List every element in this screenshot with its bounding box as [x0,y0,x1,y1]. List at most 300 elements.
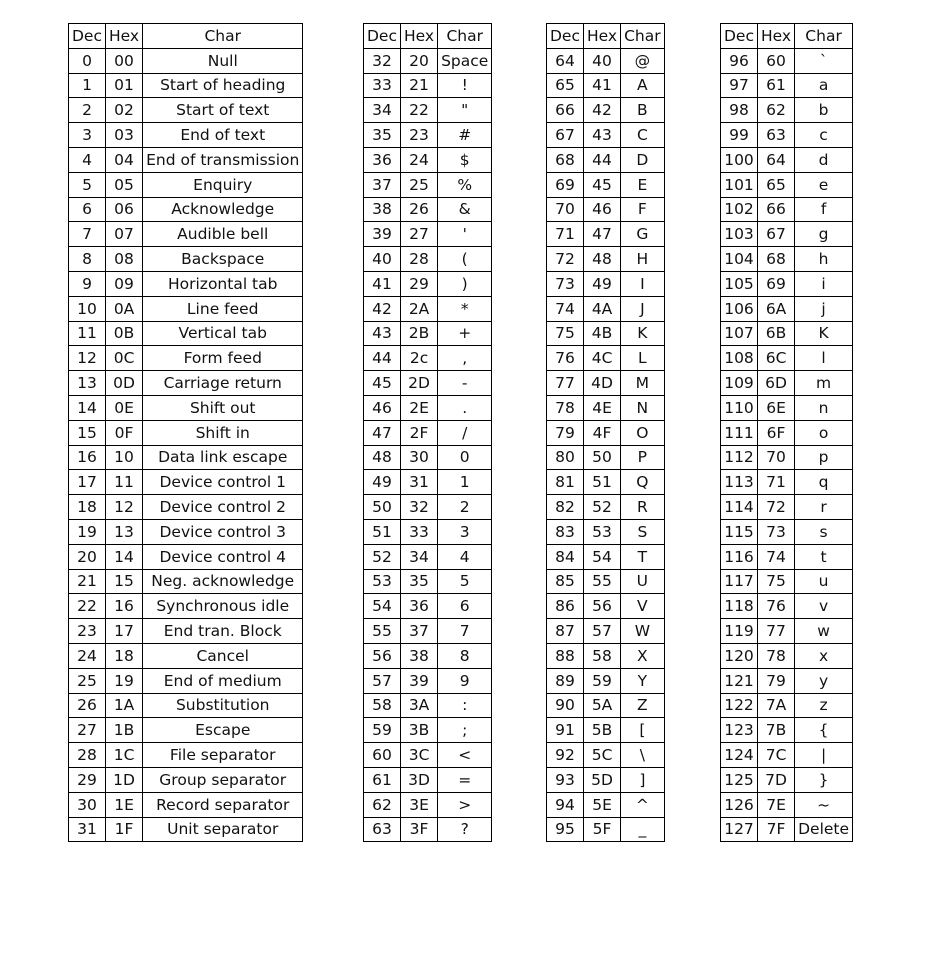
char-cell: G [621,222,665,247]
dec-cell: 13 [69,371,106,396]
hex-cell: 74 [758,544,795,569]
hex-cell: 50 [584,445,621,470]
dec-cell: 90 [547,693,584,718]
char-cell: Carriage return [143,371,303,396]
dec-cell: 73 [547,271,584,296]
hex-cell: 35 [401,569,438,594]
table-row [721,98,853,123]
char-cell: Group separator [143,767,303,792]
table-row [69,123,303,148]
hex-cell: 52 [584,495,621,520]
table-row [547,172,665,197]
table-row [364,718,492,743]
hex-cell: 55 [584,569,621,594]
hex-cell: 62 [758,98,795,123]
char-cell: j [795,296,853,321]
table-row [364,98,492,123]
table-row [547,445,665,470]
char-cell: 1 [438,470,492,495]
hex-cell: 6E [758,395,795,420]
table-row [69,48,303,73]
dec-cell: 22 [69,594,106,619]
hex-cell: 13 [106,519,143,544]
hex-cell: 5D [584,767,621,792]
hex-cell: 2B [401,321,438,346]
hex-cell: 5E [584,792,621,817]
hex-cell: 32 [401,495,438,520]
char-header: Char [143,24,303,49]
hex-cell: 45 [584,172,621,197]
dec-cell: 88 [547,643,584,668]
table-row [69,594,303,619]
dec-header: Dec [547,24,584,49]
table-row [364,247,492,272]
header-row [364,24,492,49]
hex-cell: 01 [106,73,143,98]
dec-cell: 106 [721,296,758,321]
hex-cell: 03 [106,123,143,148]
dec-cell: 31 [69,817,106,842]
dec-cell: 118 [721,594,758,619]
hex-cell: 29 [401,271,438,296]
hex-cell: 0D [106,371,143,396]
dec-cell: 80 [547,445,584,470]
hex-cell: 11 [106,470,143,495]
dec-cell: 77 [547,371,584,396]
dec-cell: 8 [69,247,106,272]
char-cell: : [438,693,492,718]
char-cell: ) [438,271,492,296]
char-cell: 5 [438,569,492,594]
table-row [364,594,492,619]
table-row [721,767,853,792]
dec-header: Dec [69,24,106,49]
table-row [547,693,665,718]
char-cell: U [621,569,665,594]
char-cell: s [795,519,853,544]
hex-cell: 4B [584,321,621,346]
dec-cell: 89 [547,668,584,693]
dec-cell: 85 [547,569,584,594]
table-row [364,668,492,693]
char-cell: I [621,271,665,296]
hex-cell: 48 [584,247,621,272]
dec-cell: 96 [721,48,758,73]
table-row [721,420,853,445]
table-row [364,222,492,247]
table-row [547,147,665,172]
dec-cell: 61 [364,767,401,792]
dec-cell: 120 [721,643,758,668]
hex-cell: 44 [584,147,621,172]
table-row [69,346,303,371]
dec-cell: 122 [721,693,758,718]
table-row [721,247,853,272]
hex-cell: 05 [106,172,143,197]
dec-cell: 6 [69,197,106,222]
char-cell: + [438,321,492,346]
hex-cell: 65 [758,172,795,197]
char-cell: p [795,445,853,470]
table-row [364,619,492,644]
hex-cell: 76 [758,594,795,619]
hex-cell: 67 [758,222,795,247]
dec-cell: 46 [364,395,401,420]
hex-cell: 1A [106,693,143,718]
dec-cell: 26 [69,693,106,718]
dec-cell: 65 [547,73,584,98]
dec-cell: 14 [69,395,106,420]
char-cell: Q [621,470,665,495]
dec-cell: 37 [364,172,401,197]
table-row [547,371,665,396]
dec-cell: 69 [547,172,584,197]
table-row [364,470,492,495]
dec-cell: 91 [547,718,584,743]
hex-cell: 58 [584,643,621,668]
hex-header: Hex [584,24,621,49]
char-cell: x [795,643,853,668]
hex-cell: 06 [106,197,143,222]
table-row [69,619,303,644]
hex-cell: 47 [584,222,621,247]
table-row [364,123,492,148]
dec-cell: 30 [69,792,106,817]
table-row [547,495,665,520]
table-row [721,222,853,247]
hex-cell: 53 [584,519,621,544]
dec-cell: 124 [721,743,758,768]
dec-cell: 47 [364,420,401,445]
hex-cell: 1D [106,767,143,792]
hex-cell: 46 [584,197,621,222]
char-cell: v [795,594,853,619]
dec-cell: 72 [547,247,584,272]
char-cell: W [621,619,665,644]
dec-cell: 115 [721,519,758,544]
dec-cell: 79 [547,420,584,445]
table-row [364,519,492,544]
hex-cell: 5C [584,743,621,768]
hex-cell: 1C [106,743,143,768]
dec-cell: 112 [721,445,758,470]
dec-cell: 68 [547,147,584,172]
table-row [547,767,665,792]
char-cell: @ [621,48,665,73]
table-row [364,371,492,396]
char-cell: , [438,346,492,371]
char-cell: { [795,718,853,743]
hex-cell: 0B [106,321,143,346]
hex-cell: 3B [401,718,438,743]
char-cell: Data link escape [143,445,303,470]
dec-cell: 43 [364,321,401,346]
char-cell: S [621,519,665,544]
table-row [721,296,853,321]
hex-cell: 10 [106,445,143,470]
char-cell: ' [438,222,492,247]
char-cell: P [621,445,665,470]
char-header: Char [621,24,665,49]
dec-cell: 71 [547,222,584,247]
char-cell: - [438,371,492,396]
table-row [364,420,492,445]
hex-cell: 18 [106,643,143,668]
table-row [547,544,665,569]
dec-cell: 84 [547,544,584,569]
char-cell: Space [438,48,492,73]
table-row [364,693,492,718]
hex-cell: 6C [758,346,795,371]
dec-header: Dec [721,24,758,49]
table-row [547,98,665,123]
table-row [364,321,492,346]
dec-cell: 52 [364,544,401,569]
char-cell: A [621,73,665,98]
hex-cell: 0C [106,346,143,371]
dec-cell: 11 [69,321,106,346]
table-row [364,73,492,98]
char-cell: End of medium [143,668,303,693]
table-row [721,123,853,148]
dec-cell: 50 [364,495,401,520]
hex-cell: 04 [106,147,143,172]
dec-cell: 27 [69,718,106,743]
table-row [721,346,853,371]
table-row [69,743,303,768]
dec-cell: 119 [721,619,758,644]
table-row [364,296,492,321]
char-cell: Enquiry [143,172,303,197]
dec-cell: 105 [721,271,758,296]
char-cell: Backspace [143,247,303,272]
table-row [364,48,492,73]
table-row [69,569,303,594]
hex-cell: 0E [106,395,143,420]
char-cell: g [795,222,853,247]
dec-cell: 121 [721,668,758,693]
dec-cell: 98 [721,98,758,123]
hex-header: Hex [106,24,143,49]
hex-cell: 5F [584,817,621,842]
hex-cell: 12 [106,495,143,520]
char-cell: i [795,271,853,296]
table-row [547,321,665,346]
dec-cell: 53 [364,569,401,594]
char-header: Char [438,24,492,49]
table-row [69,321,303,346]
dec-cell: 42 [364,296,401,321]
char-cell: Start of text [143,98,303,123]
table-row [721,569,853,594]
hex-cell: 0F [106,420,143,445]
hex-cell: 3D [401,767,438,792]
dec-cell: 86 [547,594,584,619]
hex-cell: 3F [401,817,438,842]
char-cell: = [438,767,492,792]
dec-cell: 125 [721,767,758,792]
table-row [721,172,853,197]
hex-header: Hex [758,24,795,49]
char-cell: Device control 3 [143,519,303,544]
char-cell: ? [438,817,492,842]
table-row [547,519,665,544]
table-row [721,668,853,693]
dec-cell: 15 [69,420,106,445]
table-row [547,792,665,817]
dec-cell: 110 [721,395,758,420]
table-row [547,470,665,495]
char-cell: Shift in [143,420,303,445]
table-row [69,98,303,123]
dec-header: Dec [364,24,401,49]
char-cell: Device control 2 [143,495,303,520]
hex-cell: 70 [758,445,795,470]
table-row [364,147,492,172]
dec-cell: 109 [721,371,758,396]
hex-cell: 08 [106,247,143,272]
hex-cell: 66 [758,197,795,222]
table-row [547,395,665,420]
char-cell: b [795,98,853,123]
hex-cell: 02 [106,98,143,123]
hex-cell: 33 [401,519,438,544]
hex-cell: 68 [758,247,795,272]
table-row [721,197,853,222]
hex-cell: 7A [758,693,795,718]
table-row [547,569,665,594]
char-cell: Audible bell [143,222,303,247]
char-cell: h [795,247,853,272]
hex-cell: 2c [401,346,438,371]
char-cell: B [621,98,665,123]
char-cell: Delete [795,817,853,842]
table-row [364,792,492,817]
hex-cell: 2D [401,371,438,396]
table-row [721,371,853,396]
table-row [69,271,303,296]
table-row [364,197,492,222]
dec-cell: 49 [364,470,401,495]
table-row [721,817,853,842]
dec-cell: 16 [69,445,106,470]
char-cell: V [621,594,665,619]
ascii-table-uppercase [546,23,665,842]
char-cell: Start of heading [143,73,303,98]
table-row [547,643,665,668]
table-row [69,792,303,817]
dec-cell: 64 [547,48,584,73]
dec-cell: 45 [364,371,401,396]
hex-header: Hex [401,24,438,49]
hex-cell: 00 [106,48,143,73]
char-cell: Neg. acknowledge [143,569,303,594]
dec-cell: 12 [69,346,106,371]
hex-cell: 24 [401,147,438,172]
dec-cell: 102 [721,197,758,222]
hex-cell: 5A [584,693,621,718]
dec-cell: 34 [364,98,401,123]
char-cell: K [621,321,665,346]
table-row [721,470,853,495]
table-row [721,48,853,73]
table-row [69,519,303,544]
table-row [721,743,853,768]
hex-cell: 1B [106,718,143,743]
hex-cell: 26 [401,197,438,222]
char-cell: K [795,321,853,346]
dec-cell: 94 [547,792,584,817]
table-row [69,222,303,247]
hex-cell: 57 [584,619,621,644]
hex-cell: 30 [401,445,438,470]
dec-cell: 10 [69,296,106,321]
char-cell: \ [621,743,665,768]
dec-cell: 25 [69,668,106,693]
dec-cell: 113 [721,470,758,495]
dec-cell: 58 [364,693,401,718]
table-row [721,792,853,817]
table-row [364,271,492,296]
char-cell: * [438,296,492,321]
table-row [547,668,665,693]
dec-cell: 44 [364,346,401,371]
hex-cell: 17 [106,619,143,644]
char-cell: ! [438,73,492,98]
table-row [721,445,853,470]
hex-cell: 4A [584,296,621,321]
hex-cell: 60 [758,48,795,73]
table-row [69,147,303,172]
char-cell: Acknowledge [143,197,303,222]
table-row [364,172,492,197]
header-row [69,24,303,49]
hex-cell: 7E [758,792,795,817]
dec-cell: 38 [364,197,401,222]
char-cell: End of transmission [143,147,303,172]
char-cell: O [621,420,665,445]
dec-cell: 4 [69,147,106,172]
table-row [721,395,853,420]
dec-cell: 83 [547,519,584,544]
table-row [364,743,492,768]
table-row [547,718,665,743]
hex-cell: 6D [758,371,795,396]
char-cell: Device control 1 [143,470,303,495]
table-row [69,247,303,272]
char-cell: Line feed [143,296,303,321]
table-row [721,619,853,644]
table-row [69,296,303,321]
hex-cell: 34 [401,544,438,569]
dec-cell: 54 [364,594,401,619]
dec-cell: 24 [69,643,106,668]
hex-cell: 4E [584,395,621,420]
dec-cell: 48 [364,445,401,470]
char-cell: 8 [438,643,492,668]
dec-cell: 39 [364,222,401,247]
table-row [547,817,665,842]
hex-cell: 7B [758,718,795,743]
table-row [721,718,853,743]
hex-cell: 3C [401,743,438,768]
hex-cell: 63 [758,123,795,148]
dec-cell: 29 [69,767,106,792]
hex-cell: 2E [401,395,438,420]
table-row [721,693,853,718]
char-cell: d [795,147,853,172]
table-row [69,470,303,495]
